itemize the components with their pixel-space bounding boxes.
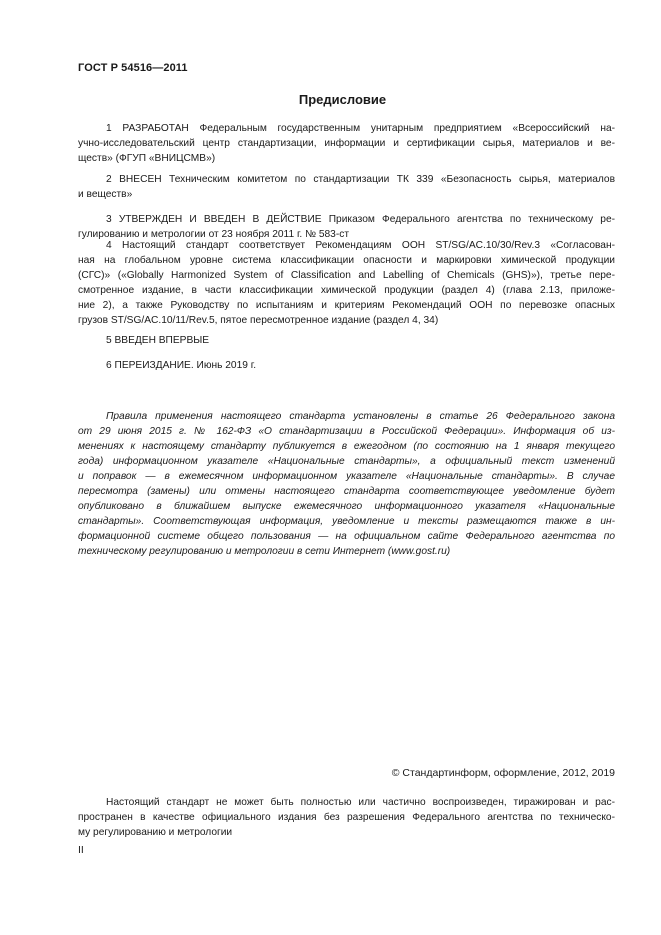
reproduction-notice-line: пространен в качестве официального издания без разрешения Федерального агентства по техническо-	[78, 812, 615, 823]
notice-line: пересмотра (замены) или отмены настоящего стандарта соответствующее уведомление будет	[78, 486, 615, 497]
reproduction-notice	[78, 795, 615, 840]
item-1-line: 1 РАЗРАБОТАН Федеральным государственным унитарным предприятием «Всероссийский на-	[106, 123, 615, 134]
item-1-line: ществ» (ФГУП «ВНИЦСМВ»)	[78, 153, 216, 164]
item-4	[78, 238, 615, 328]
notice-line: опубликовано в ближайшем выпуске ежемесячного информационного указателя «Национальные	[78, 501, 615, 512]
item-1-line: учно-исследовательский центр стандартизации, информации и сертификации сырья, материалов и ве-	[78, 138, 615, 149]
item-4-line: смотренное издание, в части классификации химической продукции (раздел 4) (глава 2.13, приложе-	[78, 285, 615, 296]
notice-line: стандарты». Соответствующая информация, уведомление и тексты размещаются также в ин-	[78, 516, 615, 527]
notice-line: менениях к настоящему стандарту публикуется в ежегодном (по состоянию на 1 января текущего	[78, 441, 615, 452]
item-4-line: ние 2), а также Руководству по испытаниям и критериям Рекомендаций ООН по перевозке опасных	[78, 300, 615, 311]
page-number: II	[78, 844, 84, 856]
notice-line: техническому регулированию и метрологии в сети Интернет (www.gost.ru)	[78, 546, 451, 557]
item-3-line: 3 УТВЕРЖДЕН И ВВЕДЕН В ДЕЙСТВИЕ Приказом Федерального агентства по техническому ре-	[106, 214, 615, 225]
notice-line: от 29 июня 2015 г. № 162-ФЗ «О стандартизации в Российской Федерации». Информация об из-	[78, 426, 615, 437]
item-4-line: грузов ST/SG/AC.10/11/Rev.5, пятое пересмотренное издание (раздел 4, 34)	[78, 315, 439, 326]
item-5	[78, 333, 615, 348]
item-4-line: (СГС)» («Globally Harmonized System of Classification and Labelling of Chemicals (GHS)»), третье пере-	[78, 270, 615, 281]
notice-line: Правила применения настоящего стандарта установлены в статье 26 Федерального закона	[106, 411, 615, 422]
copyright-line: © Стандартинформ, оформление, 2012, 2019	[391, 767, 615, 779]
notice-line: и поправок — в ежемесячном информационном указателе «Национальные стандарты». В случае	[78, 471, 615, 482]
item-4-line: ная на глобальном уровне система классификации опасности и маркировки химической продукции	[78, 255, 615, 266]
item-2-line: и веществ»	[78, 189, 133, 200]
item-6-line: 6 ПЕРЕИЗДАНИЕ. Июнь 2019 г.	[106, 360, 257, 371]
standard-code: ГОСТ Р 54516—2011	[78, 62, 188, 74]
item-6	[78, 358, 615, 373]
reproduction-notice-line: Настоящий стандарт не может быть полностью или частично воспроизведен, тиражирован и рас-	[106, 797, 615, 808]
notice-line: формационной системе общего пользования — на официальном сайте Федерального агентства по	[78, 531, 615, 542]
item-3-line: гулированию и метрологии от 23 ноября 2011 г. № 583-ст	[78, 229, 349, 240]
reproduction-notice-line: му регулированию и метрологии	[78, 827, 233, 838]
item-4-line: 4 Настоящий стандарт соответствует Рекомендациям ООН ST/SG/AC.10/30/Rev.3 «Согласован-	[106, 240, 615, 251]
item-2-line: 2 ВНЕСЕН Техническим комитетом по стандартизации ТК 339 «Безопасность сырья, материалов	[106, 174, 615, 185]
notice-block	[78, 409, 615, 559]
item-5-line: 5 ВВЕДЕН ВПЕРВЫЕ	[106, 335, 210, 346]
item-2	[78, 172, 615, 202]
page-title: Предисловие	[298, 92, 387, 107]
item-1	[78, 121, 615, 166]
notice-line: года) информационном указателе «Национальные стандарты», а официальный текст изменений	[78, 456, 615, 467]
